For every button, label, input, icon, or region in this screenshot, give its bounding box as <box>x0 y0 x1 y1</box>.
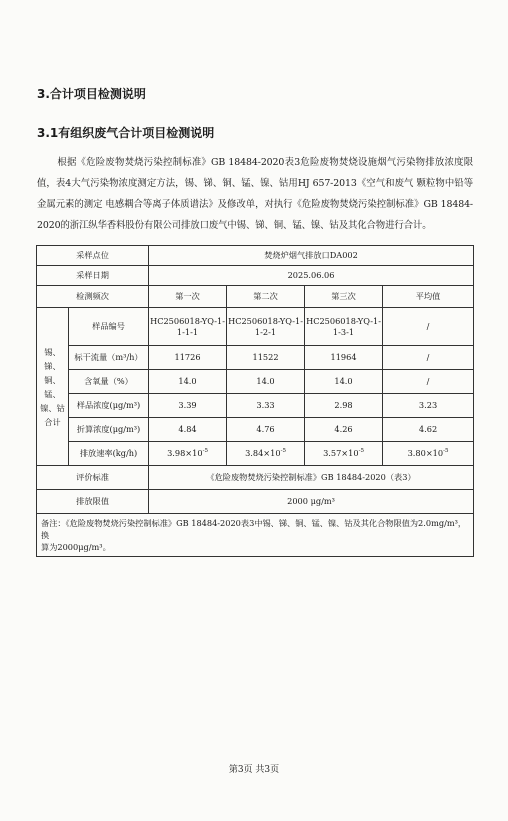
flow-label: 标干流量（m³/h） <box>69 346 149 370</box>
sample-id-1: HC2506018-YQ-1-1-1-1 <box>149 308 227 346</box>
conc-label: 样品浓度(μg/m³) <box>69 394 149 418</box>
page-footer: 第3页 共3页 <box>228 765 280 775</box>
oxygen-2: 14.0 <box>227 370 305 394</box>
oxygen-1: 14.0 <box>149 370 227 394</box>
flow-2: 11522 <box>227 346 305 370</box>
emission-rate-3-exp: -5 <box>358 448 364 454</box>
frequency-label: 检测频次 <box>37 286 149 308</box>
note-line-1: 备注：《危险废物焚烧污染控制标准》GB 18484-2020表3中锡、锑、铜、锰、镍、钴及其化合物限值为2.0mg/m³，换 <box>41 518 467 540</box>
emission-rate-2 <box>227 442 305 466</box>
emission-rate-2-exp: -5 <box>280 448 286 454</box>
converted-2: 4.76 <box>227 418 305 442</box>
group-label: 锡、锑、铜、锰、镍、钴合计 <box>37 308 69 466</box>
emission-rate-3 <box>305 442 383 466</box>
oxygen-3: 14.0 <box>305 370 383 394</box>
converted-avg: 4.62 <box>383 418 474 442</box>
sample-id-avg: / <box>383 308 474 346</box>
limit-label: 排放限值 <box>37 490 149 514</box>
emission-rate-2-base: 3.84×10 <box>245 448 281 458</box>
row-converted <box>37 418 474 442</box>
sampling-point-label: 采样点位 <box>37 246 149 266</box>
conc-3: 2.98 <box>305 394 383 418</box>
emission-rate-1 <box>149 442 227 466</box>
paragraph-text: 根据《危险废物焚烧污染控制标准》GB 18484-2020表3危险废物焚烧设施烟气污染物排放浓度限值，表4大气污染物浓度测定方法，锡、锑、铜、锰、镍、钴用HJ 657-2013《空气和废气 颗粒物中铅等金属元素的测定 电感耦合等离子体质谱法》及修改单，对执行《危险废物焚烧污染控制标准》GB 18484-2020的浙江纵华香料股份有限公司排放口废气中锡、锑、铜、锰、镍、钴及其化合物进行合计。 <box>37 157 473 231</box>
row-frequency <box>37 286 474 308</box>
row-standard <box>37 466 474 490</box>
sampling-date-value: 2025.06.06 <box>149 266 474 286</box>
col-average: 平均值 <box>383 286 474 308</box>
flow-1: 11726 <box>149 346 227 370</box>
oxygen-avg: / <box>383 370 474 394</box>
row-concentration <box>37 394 474 418</box>
row-note <box>37 514 474 557</box>
sample-id-label: 样品编号 <box>69 308 149 346</box>
sampling-date-label: 采样日期 <box>37 266 149 286</box>
conc-2: 3.33 <box>227 394 305 418</box>
converted-1: 4.84 <box>149 418 227 442</box>
standard-value: 《危险废物焚烧污染控制标准》GB 18484-2020（表3） <box>149 466 474 490</box>
col-third: 第三次 <box>305 286 383 308</box>
col-first: 第一次 <box>149 286 227 308</box>
row-sampling-point <box>37 246 474 266</box>
converted-label: 折算浓度(μg/m³) <box>69 418 149 442</box>
flow-avg: / <box>383 346 474 370</box>
sample-id-3: HC2506018-YQ-1-1-3-1 <box>305 308 383 346</box>
sampling-point-value: 焚烧炉烟气排放口DA002 <box>149 246 474 266</box>
limit-value: 2000 μg/m³ <box>149 490 474 514</box>
flow-3: 11964 <box>305 346 383 370</box>
converted-3: 4.26 <box>305 418 383 442</box>
section-title: 3.合计项目检测说明 <box>37 87 146 101</box>
row-sampling-date <box>37 266 474 286</box>
emission-rate-label: 排放速率(kg/h) <box>69 442 149 466</box>
emission-rate-1-base: 3.98×10 <box>167 448 203 458</box>
note-cell <box>37 514 474 557</box>
row-limit <box>37 490 474 514</box>
row-emission-rate <box>37 442 474 466</box>
row-oxygen <box>37 370 474 394</box>
conc-avg: 3.23 <box>383 394 474 418</box>
col-second: 第二次 <box>227 286 305 308</box>
sample-id-2: HC2506018-YQ-1-1-2-1 <box>227 308 305 346</box>
emission-rate-avg-exp: -5 <box>443 448 449 454</box>
conc-1: 3.39 <box>149 394 227 418</box>
oxygen-label: 含氧量（%） <box>69 370 149 394</box>
note-line-2: 算为2000μg/m³。 <box>41 542 111 552</box>
standard-label: 评价标准 <box>37 466 149 490</box>
row-flow <box>37 346 474 370</box>
emission-rate-avg <box>383 442 474 466</box>
emission-rate-1-exp: -5 <box>202 448 208 454</box>
emission-rate-3-base: 3.57×10 <box>323 448 359 458</box>
emission-rate-avg-base: 3.80×10 <box>407 448 444 458</box>
results-table <box>36 245 474 557</box>
row-sample-id <box>37 308 474 346</box>
description-paragraph <box>37 152 473 236</box>
subsection-title: 3.1有组织废气合计项目检测说明 <box>37 126 215 140</box>
